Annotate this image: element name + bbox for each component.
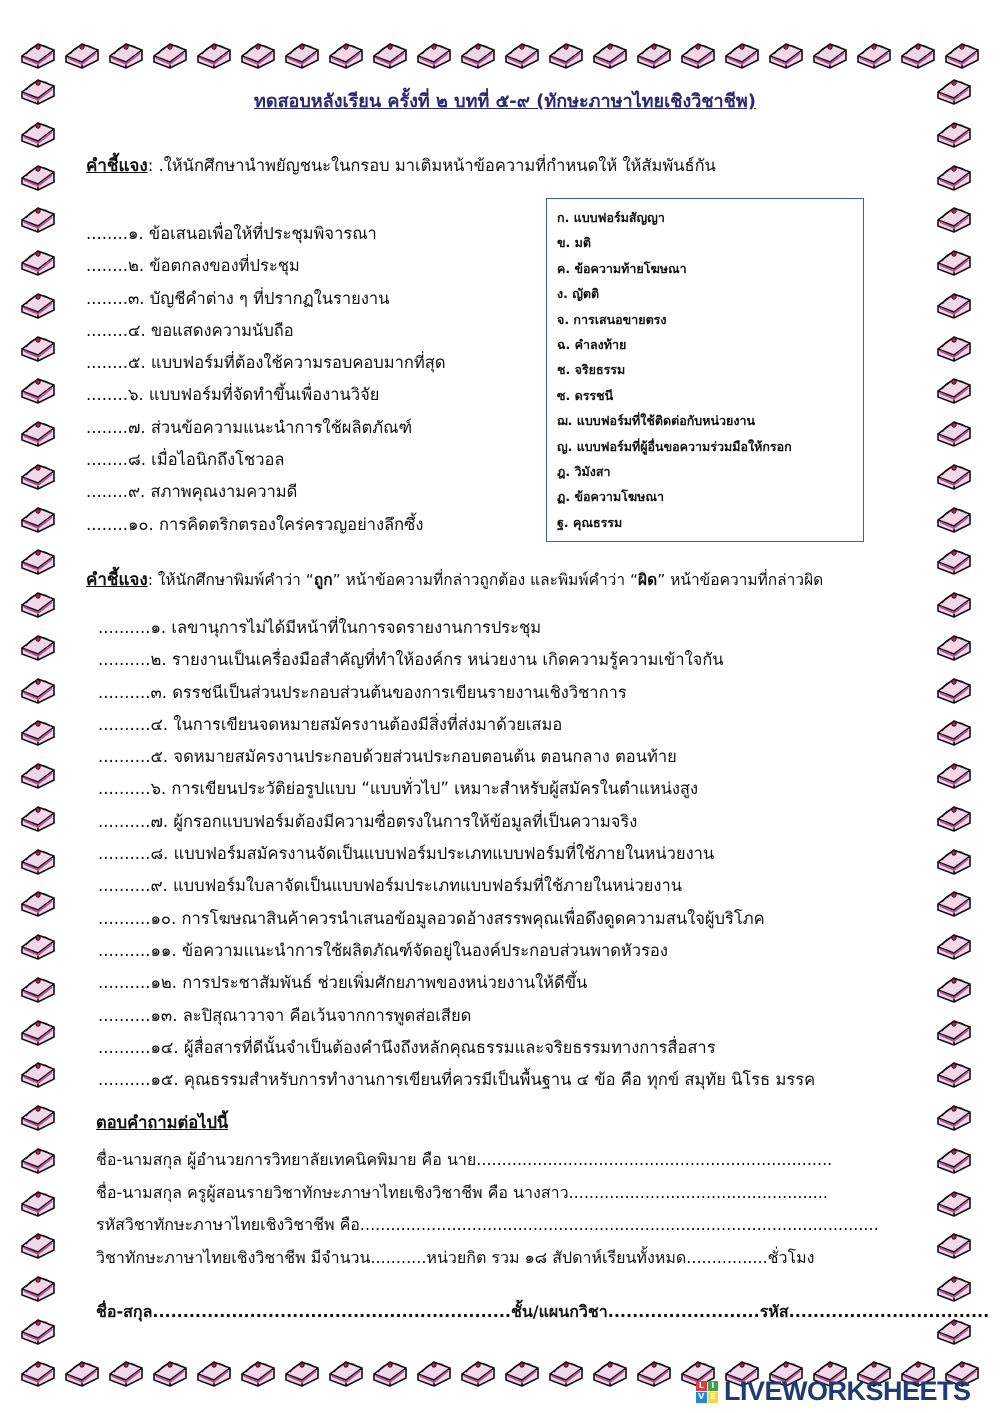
choice-item: ญ. แบบฟอร์มที่ผู้อื่นขอความร่วมมือให้กรอก: [557, 438, 792, 454]
cake-icon: [18, 369, 66, 409]
cake-icon: [934, 882, 982, 922]
matching-item[interactable]: ........๒. ข้อตกลงของที่ประชุม: [86, 256, 300, 276]
cake-icon: [18, 198, 66, 238]
cake-icon: [934, 968, 982, 1008]
section1-text: : .ให้นักศึกษานำพยัญชนะในกรอบ มาเติมหน้าข้อความที่กำหนดให้ ให้สัมพันธ์กัน: [147, 156, 716, 175]
cake-icon: [282, 1352, 322, 1400]
matching-item[interactable]: ........๕. แบบฟอร์มที่ต้องใช้ความรอบคอบมากที่สุด: [86, 353, 446, 373]
cake-icon: [106, 34, 146, 82]
section2-instruction: [86, 566, 823, 593]
cake-icon: [18, 327, 66, 367]
cake-icon: [634, 34, 674, 82]
border-right: [934, 70, 982, 1350]
choice-item: ซ. ดรรชนี: [557, 387, 614, 403]
cake-icon: [18, 1310, 66, 1350]
cake-icon: [18, 797, 66, 837]
cake-icon: [370, 34, 410, 82]
cake-icon: [934, 1053, 982, 1093]
cake-icon: [150, 1352, 190, 1400]
cake-icon: [18, 1139, 66, 1179]
choice-item: ง. ญัตติ: [557, 286, 600, 302]
section2-label: คำชี้แจง: [86, 570, 148, 590]
section1-label: คำชี้แจง: [86, 156, 148, 176]
matching-item[interactable]: ........๑๐. การคิดตริกตรองใคร่ครวญอย่างลึกซึ้ง: [86, 514, 424, 534]
question-item[interactable]: รหัสวิชาทักษะภาษาไทยเชิงวิชาชีพ คือ......................................................................................................: [96, 1215, 879, 1234]
liveworksheets-logo-icon: [696, 1381, 718, 1403]
true-false-item[interactable]: ..........๗. ผู้กรอกแบบฟอร์มต้องมีความซื่อตรงในการให้ข้อมูลที่เป็นความจริง: [98, 811, 638, 831]
cake-icon: [934, 797, 982, 837]
cake-icon: [934, 412, 982, 452]
true-false-item[interactable]: ..........๙. แบบฟอร์มใบลาจัดเป็นแบบฟอร์มประเภทแบบฟอร์มที่ใช้ภายในหน่วยงาน: [98, 876, 683, 896]
cake-icon: [934, 455, 982, 495]
cake-icon: [634, 1352, 674, 1400]
true-false-item[interactable]: ..........๘. แบบฟอร์มสมัครงานจัดเป็นแบบฟอร์มประเภทแบบฟอร์มที่ใช้ภายในหน่วยงาน: [98, 844, 715, 864]
cake-icon: [934, 327, 982, 367]
choices-box: [546, 198, 864, 542]
cake-icon: [590, 1352, 630, 1400]
matching-item[interactable]: ........๘. เมื่อไอนิกถึงโชวอล: [86, 450, 285, 470]
true-false-item[interactable]: ..........๑๕. คุณธรรมสำหรับการทำงานการเขียนที่ควรมีเป็นพื้นฐาน ๔ ข้อ คือ ทุกข์ สมุทัย นิโรธ มรรค: [98, 1070, 816, 1090]
choice-item: ฌ. แบบฟอร์มที่ใช้ติดต่อกับหน่วยงาน: [557, 413, 756, 429]
choice-item: ข. มติ: [557, 235, 592, 251]
cake-icon: [678, 34, 718, 82]
choice-item: จ. การเสนอขายตรง: [557, 311, 667, 327]
cake-icon: [18, 882, 66, 922]
word-true: ถูก: [313, 571, 333, 589]
matching-item[interactable]: ........๙. สภาพคุณงามความดี: [86, 482, 298, 502]
question-item[interactable]: ชื่อ-นามสกุล ผู้อำนวยการวิทยาลัยเทคนิคพิมาย คือ นาย......................................................................: [96, 1150, 833, 1169]
cake-icon: [502, 34, 542, 82]
cake-icon: [18, 156, 66, 196]
choice-item: ฉ. คำลงท้าย: [557, 336, 627, 352]
cake-icon: [722, 34, 762, 82]
cake-icon: [18, 1267, 66, 1307]
cake-icon: [934, 925, 982, 965]
section2-text-c: ” หน้าข้อความที่กล่าวผิด: [657, 571, 824, 589]
cake-icon: [18, 1224, 66, 1264]
cake-icon: [18, 498, 66, 538]
cake-icon: [18, 241, 66, 281]
cake-icon: [590, 34, 630, 82]
cake-icon: [18, 925, 66, 965]
cake-icon: [934, 840, 982, 880]
cake-icon: [18, 113, 66, 153]
cake-icon: [18, 626, 66, 666]
cake-icon: [934, 156, 982, 196]
logo-letter: V: [696, 1392, 707, 1403]
true-false-item[interactable]: ..........๑๑. ข้อความแนะนำการใช้ผลิตภัณฑ์จัดอยู่ในองค์ประกอบส่วนพาดหัวรอง: [98, 940, 668, 960]
cake-icon: [854, 34, 894, 82]
cake-icon: [62, 34, 102, 82]
cake-icon: [898, 34, 938, 82]
cake-icon: [934, 369, 982, 409]
true-false-item[interactable]: ..........๕. จดหมายสมัครงานประกอบด้วยส่วนประกอบตอนต้น ตอนกลาง ตอนท้าย: [98, 747, 677, 767]
cake-icon: [18, 70, 66, 110]
cake-icon: [934, 711, 982, 751]
cake-icon: [934, 1224, 982, 1264]
choice-item: ช. จริยธรรม: [557, 362, 626, 378]
cake-icon: [502, 1352, 542, 1400]
question-item[interactable]: ชื่อ-นามสกุล ครูผู้สอนรายวิชาทักษะภาษาไทยเชิงวิชาชีพ คือ นางสาว...................................................: [96, 1182, 828, 1202]
cake-icon: [934, 284, 982, 324]
true-false-item[interactable]: ..........๑๒. การประชาสัมพันธ์ ช่วยเพิ่มศักยภาพของหน่วยงานให้ดีขึ้น: [98, 973, 588, 993]
cake-icon: [18, 669, 66, 709]
section3-title: ตอบคำถามต่อไปนี้: [96, 1113, 229, 1132]
cake-icon: [18, 1053, 66, 1093]
cake-icon: [934, 70, 982, 110]
choice-item: ฏ. ข้อความโฆษณา: [557, 489, 665, 505]
cake-icon: [194, 1352, 234, 1400]
border-left: [18, 70, 66, 1350]
true-false-item[interactable]: ..........๓. ดรรชนีเป็นส่วนประกอบส่วนต้นของการเขียนรายงานเชิงวิชาการ: [98, 682, 627, 702]
cake-icon: [18, 583, 66, 623]
matching-item[interactable]: ........๑. ข้อเสนอเพื่อให้ที่ประชุมพิจารณา: [86, 224, 377, 243]
true-false-item[interactable]: ..........๑. เลขานุการไม่ได้มีหน้าที่ในการจดรายงานการประชุม: [98, 618, 542, 637]
cake-icon: [414, 34, 454, 82]
cake-icon: [238, 1352, 278, 1400]
page-title: ทดสอบหลังเรียน ครั้งที่ ๒ บทที่ ๕-๙ (ทักษะภาษาไทยเชิงวิชาชีพ): [254, 91, 756, 112]
cake-icon: [18, 754, 66, 794]
cake-icon: [934, 754, 982, 794]
section2-text-b: ” หน้าข้อความที่กล่าวถูกต้อง และพิมพ์คำว่า “: [332, 571, 639, 589]
matching-item[interactable]: ........๖. แบบฟอร์มที่จัดทำขึ้นเพื่องานวิจัย: [86, 385, 380, 405]
true-false-item[interactable]: ..........๑๔. ผู้สื่อสารที่ดีนั้นจำเป็นต้องคำนึงถึงหลักคุณธรรมและจริยธรรมทางการสื่อสาร: [98, 1037, 716, 1057]
cake-icon: [18, 968, 66, 1008]
logo-letter: L: [696, 1381, 707, 1392]
cake-icon: [106, 1352, 146, 1400]
cake-icon: [934, 198, 982, 238]
section2-text-a: : ให้นักศึกษาพิมพ์คำว่า “: [147, 571, 314, 589]
true-false-item[interactable]: ..........๔. ในการเขียนจดหมายสมัครงานต้องมีสิ่งที่ส่งมาด้วยเสมอ: [98, 714, 563, 734]
cake-icon: [18, 840, 66, 880]
cake-icon: [194, 34, 234, 82]
cake-icon: [934, 540, 982, 580]
cake-icon: [934, 498, 982, 538]
student-info-line[interactable]: ชื่อ-สกุล...........................................................ชั้น/แผนกวิชา.........................รหัส.................................: [96, 1302, 990, 1321]
cake-icon: [18, 1182, 66, 1222]
cake-icon: [766, 34, 806, 82]
true-false-item[interactable]: ..........๒. รายงานเป็นเครื่องมือสำคัญที่ทำให้องค์กร หน่วยงาน เกิดความรู้ความเข้าใจกัน: [98, 650, 724, 670]
cake-icon: [18, 711, 66, 751]
cake-icon: [370, 1352, 410, 1400]
true-false-list: [98, 612, 815, 1096]
cake-icon: [282, 34, 322, 82]
cake-icon: [18, 455, 66, 495]
choice-item: ค. ข้อความท้ายโฆษณา: [557, 260, 687, 276]
logo-letter: I: [708, 1381, 719, 1392]
cake-icon: [238, 34, 278, 82]
cake-icon: [18, 1096, 66, 1136]
choice-item: ก. แบบฟอร์มสัญญา: [557, 210, 665, 225]
matching-item[interactable]: ........๓. บัญชีคำต่าง ๆ ที่ปรากฏในรายงาน: [86, 288, 390, 308]
cake-icon: [810, 34, 850, 82]
choice-item: ฐ. คุณธรรม: [557, 514, 623, 530]
cake-icon: [934, 1139, 982, 1179]
border-top: [18, 34, 982, 82]
cake-icon: [934, 1182, 982, 1222]
cake-icon: [934, 1096, 982, 1136]
true-false-item[interactable]: ..........๖. การเขียนประวัติย่อรูปแบบ “แบบทั่วไป” เหมาะสำหรับผู้สมัครในตำแหน่งสูง: [98, 779, 699, 799]
logo-letter: E: [708, 1392, 719, 1403]
choice-item: ฎ. วิมังสา: [557, 463, 611, 479]
cake-icon: [414, 1352, 454, 1400]
cake-icon: [18, 1352, 58, 1400]
cake-icon: [934, 1011, 982, 1051]
cake-icon: [18, 284, 66, 324]
cake-icon: [326, 34, 366, 82]
word-false: ผิด: [638, 571, 658, 589]
section1-instruction: [86, 152, 716, 179]
cake-icon: [326, 1352, 366, 1400]
cake-icon: [18, 412, 66, 452]
cake-icon: [934, 241, 982, 281]
cake-icon: [458, 34, 498, 82]
matching-item[interactable]: ........๗. ส่วนข้อความแนะนำการใช้ผลิตภัณฑ์: [86, 417, 413, 437]
matching-item[interactable]: ........๔. ขอแสดงความนับถือ: [86, 320, 294, 340]
cake-icon: [546, 1352, 586, 1400]
cake-icon: [934, 113, 982, 153]
true-false-item[interactable]: ..........๑๓. ละปิสุณาวาจา คือเว้นจากการพูดส่อเสียด: [98, 1005, 472, 1025]
cake-icon: [934, 626, 982, 666]
cake-icon: [62, 1352, 102, 1400]
cake-icon: [934, 669, 982, 709]
cake-icon: [18, 1011, 66, 1051]
liveworksheets-brand: [696, 1376, 971, 1407]
cake-icon: [934, 583, 982, 623]
cake-icon: [18, 540, 66, 580]
cake-icon: [150, 34, 190, 82]
true-false-item[interactable]: ..........๑๐. การโฆษณาสินค้าควรนำเสนอข้อมูลอวดอ้างสรรพคุณเพื่อดึงดูดความสนใจผู้บริโภค: [98, 908, 765, 928]
cake-icon: [458, 1352, 498, 1400]
question-item[interactable]: วิชาทักษะภาษาไทยเชิงวิชาชีพ มีจำนวน...........หน่วยกิต รวม ๑๘ สัปดาห์เรียนทั้งหมด................ชั่วโมง: [96, 1247, 815, 1267]
matching-list: [86, 218, 446, 541]
brand-text: LIVEWORKSHEETS: [724, 1376, 971, 1406]
question-list: [96, 1144, 879, 1274]
cake-icon: [546, 34, 586, 82]
